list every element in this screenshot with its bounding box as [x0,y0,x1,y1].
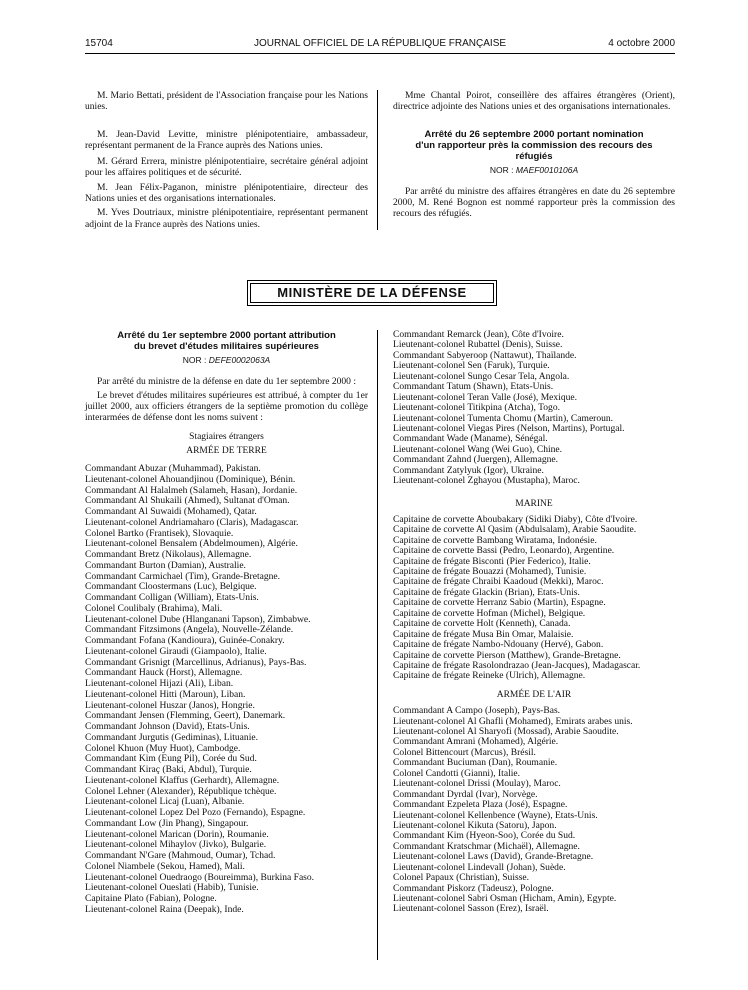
list-item: Capitaine de frégate Chraibi Kaadoud (Mekki), Maroc. [393,576,604,588]
list-item: Capitaine de frégate Bouazzi (Mohamed), Tunisie. [393,566,587,578]
nor-reference: NOR : MAEF0010106A [489,164,579,175]
ministry-title: MINISTÈRE DE LA DÉFENSE [250,283,494,303]
list-item: Lieutenant-colonel Kellenbence (Wayne), Etats-Unis. [393,809,598,821]
list-item: Capitaine de frégate Rasolondrazao (Jean-Jacques), Madagascar. [393,659,641,671]
list-item: Capitaine de corvette Bambang Wiratama, Indonésie. [393,534,597,546]
arrete-title: Arrêté du 1er septembre 2000 portant attribution du brevet d'études militaires supérieures [117,330,336,352]
list-item: Lieutenant-colonel Raina (Deepak), Inde. [85,903,244,915]
section-heading: ARMÉE DE L'AIR [496,689,572,700]
list-item: Lieutenant-colonel Sabri Osman (Hicham, Amin), Egypte. [393,893,617,905]
list-item: Lieutenant-colonel Mihaylov (Jivko), Bulgarie. [85,839,267,851]
list-item: Capitaine de frégate Bisconti (Pier Federico), Italie. [393,555,591,567]
list-item: Commandant Fitzsimons (Angela), Nouvelle-Zélande. [85,624,294,636]
top-left-column [85,90,368,235]
list-item: Lieutenant-colonel Ahouandjinou (Dominique), Bénin. [85,473,296,485]
list-item: Commandant Sabyeroop (Nattawut), Thaïlande. [393,349,577,361]
list-item: Lieutenant-colonel Ouedraogo (Boureimma), Burkina Faso. [85,871,315,883]
header-rule [85,53,675,54]
list-item: Commandant Fofana (Kandioura), Guinée-Conakry. [85,635,285,647]
list-item: Lieutenant-colonel Kikuta (Satoru), Japon. [393,819,557,831]
paragraph: M. Yves Doutriaux, ministre plénipotentiaire, représentant permanent adjoint de la France auprès des Nations unies. [85,207,368,230]
list-item: Colonel Papaux (Christian), Suisse. [393,872,530,884]
list-item: Lieutenant-colonel Hitti (Maroun), Liban. [85,688,246,700]
list-item: Lieutenant-colonel Licaj (Luan), Albanie. [85,796,245,808]
list-item: Commandant Cloostermans (Luc), Belgique. [85,581,257,593]
list-item: Commandant Colligan (William), Etats-Unis. [85,592,259,604]
list-item: Lieutenant-colonel Drissi (Moulay), Maroc. [393,778,561,790]
list-item: Commandant Jensen (Flemming, Geert), Danemark. [85,710,286,722]
list-item: Lieutenant-colonel Sungo Cesar Tela, Angola. [393,370,570,382]
list-item: Commandant Al Suwaidi (Mohamed), Qatar. [85,506,257,518]
journal-title: JOURNAL OFFICIEL DE LA RÉPUBLIQUE FRANÇAISE [253,38,507,49]
list-item: Lieutenant-colonel Oueslati (Habib), Tunisie. [85,882,259,894]
list-item: Lieutenant-colonel Giraudi (Giampaolo), Italie. [85,645,267,657]
paragraph: Par arrêté du ministre des affaires étrangères en date du 26 septembre 2000, M. René Bognon est nommé rapporteur près la commission des recours des réfugiés. [393,185,675,220]
list-item: Commandant Carmichael (Tim), Grande-Bretagne. [85,570,281,582]
column-divider [377,330,378,960]
column-divider [377,90,378,230]
section-heading: ARMÉE DE TERRE [186,445,267,456]
list-item: Commandant Zatylyuk (Igor), Ukraine. [393,464,544,476]
paragraph: Le brevet d'études militaires supérieures est attribué, à compter du 1er juillet 2000, aux officiers étrangers de la septième promotion du collège interarmées de défense dont les noms suivent : [85,389,368,424]
list-item: Commandant Amrani (Mohamed), Algérie. [393,736,559,748]
list-item: Commandant Abuzar (Muhammad), Pakistan. [85,463,261,475]
list-item: Commandant Burton (Damian), Australie. [85,559,246,571]
paragraph: M. Jean-David Levitte, ministre plénipotentiaire, ambassadeur, représentant permanent de la France auprès des Nations unies. [85,128,368,151]
marine-list [393,515,675,682]
list-item: Commandant Johnson (David), Etats-Unis. [85,721,250,733]
list-item: Lieutenant-colonel Klaffus (Gerhardt), Allemagne. [85,774,280,786]
list-item: Commandant Al Shukaili (Ahmed), Sultanat d'Oman. [85,495,290,507]
list-item: Lieutenant-colonel Dube (Hlanganani Tapson), Zimbabwe. [85,613,311,625]
list-item: Capitaine de corvette Al Qasim (Abdulsalam), Arabie Saoudite. [393,524,637,536]
list-item: Colonel Bittencourt (Marcus), Brésil. [393,746,536,758]
list-item: Commandant Bretz (Nikolaus), Allemagne. [85,549,252,561]
list-item: Capitaine de frégate Reineke (Ulrich), Allemagne. [393,670,586,682]
list-item: Capitaine de corvette Herranz Sabio (Martin), Espagne. [393,597,606,609]
list-item: Commandant Kim (Eung Pil), Corée du Sud. [85,753,257,765]
list-item: Lieutenant-colonel Viegas Pires (Nelson, Martins), Portugal. [393,422,625,434]
section-heading: MARINE [515,498,553,509]
list-item: Colonel Candotti (Gianni), Italie. [393,767,520,779]
list-item: Lieutenant-colonel Titikpina (Atcha), Togo. [393,402,560,414]
list-item: Commandant Kiraç (Baki, Abdul), Turquie. [85,764,252,776]
air-list [393,706,675,915]
list-item: Capitaine de corvette Holt (Kenneth), Canada. [393,618,571,630]
list-item: Commandant Wade (Maname), Sénégal. [393,433,548,445]
list-item: Lieutenant-colonel Sen (Faruk), Turquie. [393,360,550,372]
list-item: Capitaine de frégate Musa Bin Omar, Malaisie. [393,628,574,640]
list-item: Commandant Buciuman (Dan), Roumanie. [393,757,558,769]
list-item: Commandant Al Halalmeh (Salameh, Hasan), Jordanie. [85,484,298,496]
list-item: Lieutenant-colonel Tumenta Chomu (Martin), Cameroun. [393,412,614,424]
list-item: Colonel Khuon (Muy Huot), Cambodge. [85,742,241,754]
list-item: Capitaine de frégate Glackin (Brian), Etats-Unis. [393,586,580,598]
paragraph: Par arrêté du ministre de la défense en date du 1er septembre 2000 : [97,376,356,388]
list-item: Lieutenant-colonel Andriamaharo (Claris), Madagascar. [85,516,299,528]
list-item: Commandant Grisnigt (Marcellinus, Adrianus), Pays-Bas. [85,656,307,668]
terre-list [85,464,368,916]
ministry-banner [247,280,497,306]
list-item: Capitaine de corvette Hofman (Michel), Belgique. [393,607,586,619]
paragraph: M. Gérard Errera, ministre plénipotentiaire, secrétaire général adjoint pour les affaires politiques et de sécurité. [85,156,368,179]
list-item: Colonel Coulibaly (Brahima), Mali. [85,602,223,614]
bottom-left-column [85,330,368,916]
terre-list-continued [393,330,675,487]
list-item: Commandant Jurgutis (Gediminas), Lituanie. [85,731,258,743]
list-item: Commandant Remarck (Jean), Côte d'Ivoire. [393,329,564,340]
list-item: Lieutenant-colonel Teran Valle (José), Mexique. [393,391,578,403]
paragraph: M. Mario Bettati, président de l'Association française pour les Nations unies. [85,90,368,113]
list-item: Lieutenant-colonel Rubattel (Denis), Suisse. [393,339,563,351]
list-item: Lieutenant-colonel Al Sharyofi (Mossad), Arabie Saoudite. [393,726,619,738]
list-item: Capitaine Plato (Fabian), Pologne. [85,893,217,905]
page-header [85,38,675,54]
page-number: 15704 [85,38,113,49]
top-right-column [393,90,675,225]
list-item: Commandant N'Gare (Mahmoud, Oumar), Tchad. [85,850,276,862]
list-item: Commandant Zahnd (Juergen), Allemagne. [393,454,558,466]
list-item: Commandant Hauck (Horst), Allemagne. [85,667,243,679]
list-item: Commandant Kim (Hyeon-Soo), Corée du Sud. [393,830,576,842]
list-item: Lieutenant-colonel Laws (David), Grande-Bretagne. [393,851,594,863]
list-item: Commandant Ezpeleta Plaza (José), Espagne. [393,799,568,811]
list-item: Lieutenant-colonel Huszar (Janos), Hongrie. [85,699,255,711]
list-item: Lieutenant-colonel Zghayou (Mustapha), Maroc. [393,475,580,487]
section-heading: Stagiaires étrangers [189,432,264,443]
list-item: Lieutenant-colonel Sasson (Erez), Israël. [393,903,549,915]
list-item: Capitaine de corvette Pierson (Matthew), Grande-Bretagne. [393,649,621,661]
list-item: Capitaine de frégate Nambo-Ndouany (Hervé), Gabon. [393,639,604,651]
list-item: Colonel Niambele (Sekou, Hamed), Mali. [85,860,245,872]
list-item: Commandant Tatum (Shawn), Etats-Unis. [393,381,554,393]
list-item: Capitaine de corvette Bassi (Pedro, Leonardo), Argentine. [393,545,615,557]
list-item: Lieutenant-colonel Lindevall (Johan), Suède. [393,861,566,873]
paragraph: Mme Chantal Poirot, conseillère des affaires étrangères (Orient), directrice adjointe des Nations unies et des organisations internationales. [393,90,675,113]
list-item: Lieutenant-colonel Wang (Wei Guo), Chine. [393,443,563,455]
list-item: Colonel Bartko (Frantisek), Slovaquie. [85,527,234,539]
list-item: Lieutenant-colonel Bensalem (Abdelmoumen), Algérie. [85,538,298,550]
list-item: Colonel Lehner (Alexander), République tchèque. [85,785,277,797]
bottom-right-column [393,330,675,915]
list-item: Commandant A Campo (Joseph), Pays-Bas. [393,705,561,717]
list-item: Lieutenant-colonel Hijazi (Ali), Liban. [85,678,234,690]
issue-date: 4 octobre 2000 [608,38,675,49]
paragraph: M. Jean Félix-Paganon, ministre plénipotentiaire, directeur des Nations unies et des organisations internationales. [85,181,368,205]
list-item: Commandant Dyrdal (Ivar), Norvège. [393,788,538,800]
list-item: Lieutenant-colonel Marican (Dorin), Roumanie. [85,828,269,840]
list-item: Commandant Piskorz (Tadeusz), Pologne. [393,882,554,894]
nor-reference: NOR : DEFE0002063A [182,355,271,365]
list-item: Lieutenant-colonel Al Ghafli (Mohamed), Emirats arabes unis. [393,715,633,727]
list-item: Capitaine de corvette Aboubakary (Sidiki Diaby), Côte d'Ivoire. [393,513,638,525]
arrete-title: Arrêté du 26 septembre 2000 portant nomination d'un rapporteur près la commission des recours des réfugiés [415,128,653,162]
list-item: Commandant Low (Jin Phang), Singapour. [85,817,249,829]
list-item: Lieutenant-colonel Lopez Del Pozo (Fernando), Espagne. [85,807,306,819]
list-item: Commandant Kratschmar (Michaël), Allemagne. [393,840,580,852]
